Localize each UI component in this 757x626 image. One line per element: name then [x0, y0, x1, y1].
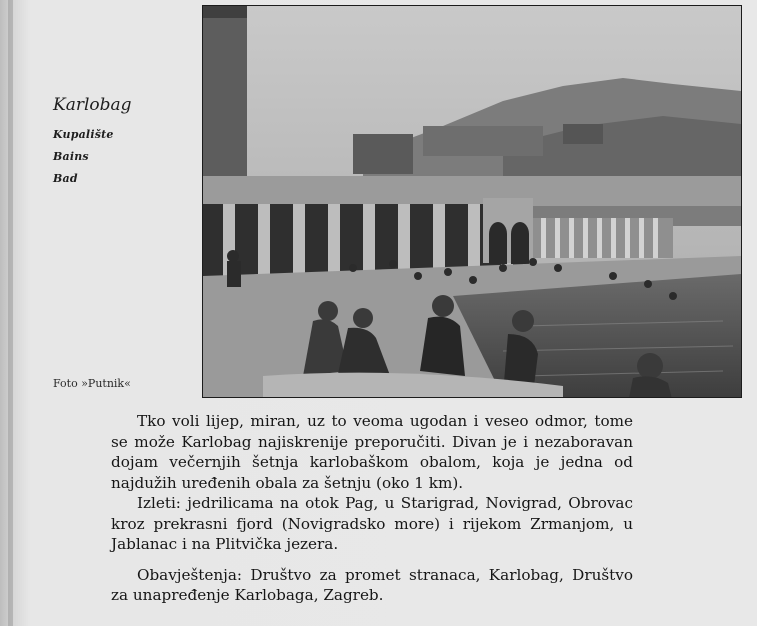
- caption-line-3: Bad: [53, 172, 78, 185]
- book-spine: [8, 0, 13, 626]
- paragraph-intro: Tko voli lijep, miran, uz to veoma ugodan i veseo odmor, tome se može Karlobag najiskrenije preporučiti. Divan je i nezaboravan dojam večernjih šetnja karlobaškom obalom, koja je jedna od najdužih uređenih obala za šetnju (oko 1 km).: [111, 412, 633, 492]
- caption-line-1: Kupalište: [53, 128, 114, 141]
- photo-caption: [53, 92, 203, 190]
- caption-place: Karlobag: [53, 95, 132, 115]
- paragraph-information: Obavještenja: Društvo za promet stranaca, Karlobag, Društvo za unapređenje Karlobaga, Zagreb.: [111, 565, 633, 604]
- photo-credit: Foto »Putnik«: [53, 377, 131, 390]
- article-body: [111, 411, 633, 606]
- paragraph-excursions: Izleti: jedrilicama na otok Pag, u Starigrad, Novigrad, Obrovac kroz prekrasni fjord (Novigradsko more) i rijekom Zrmanjom, u Jablanac i na Plitvička jezera.: [111, 494, 633, 553]
- caption-line-2: Bains: [53, 150, 89, 163]
- beach-photo-illustration: [203, 6, 741, 397]
- beach-photo: [202, 5, 742, 398]
